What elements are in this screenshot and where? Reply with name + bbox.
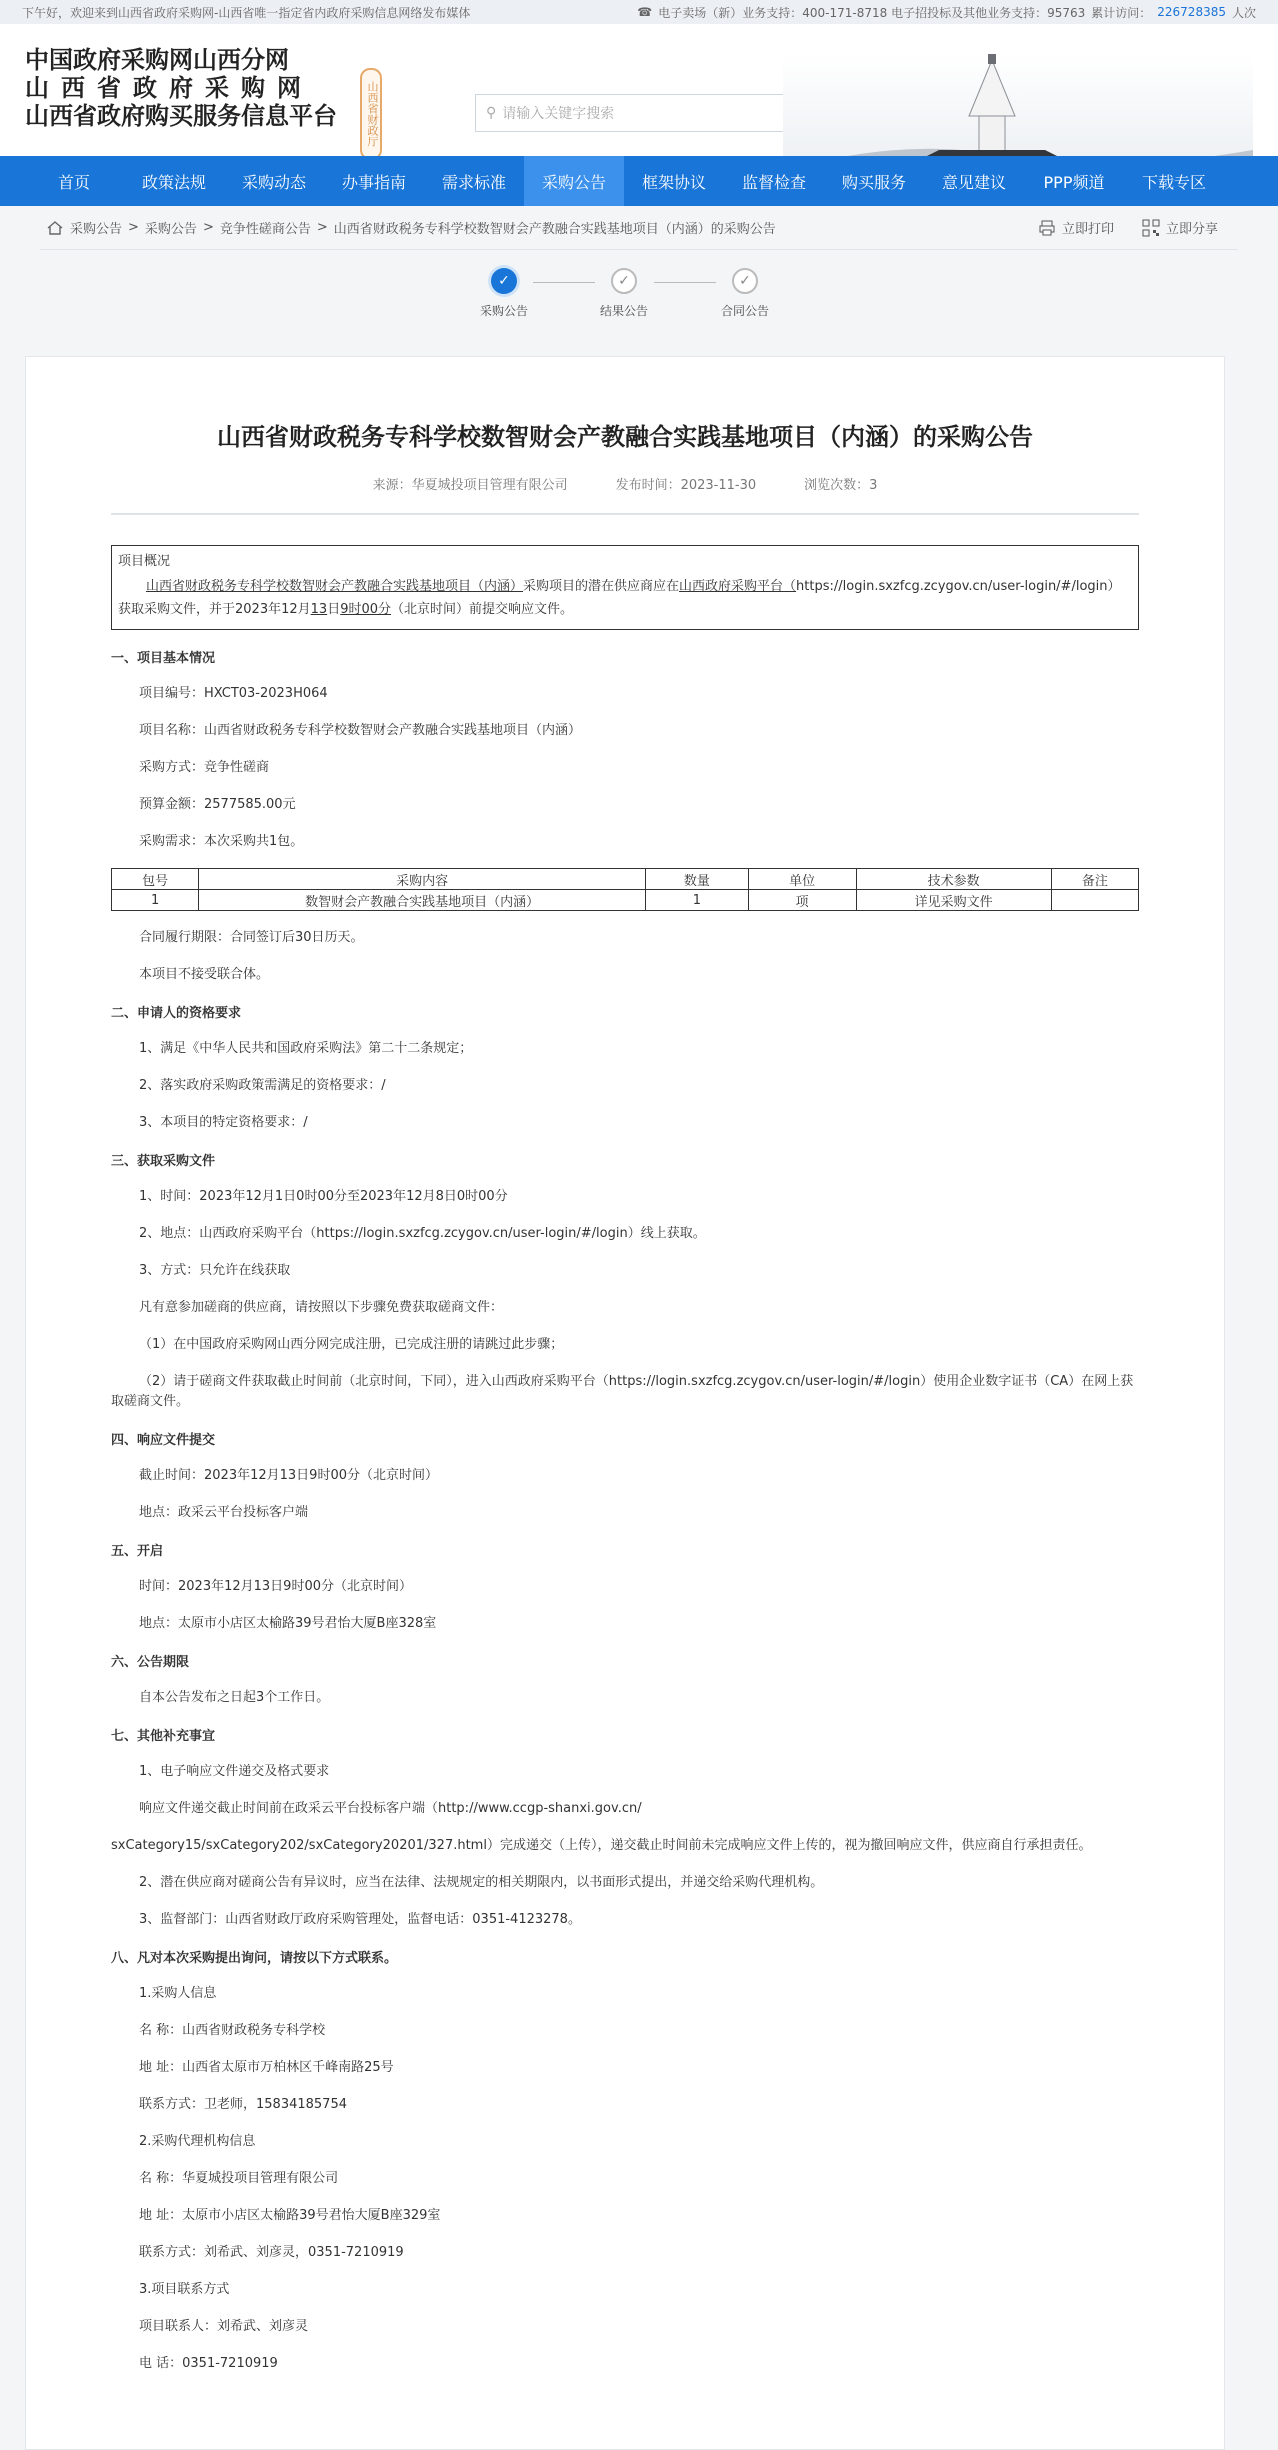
paragraph: 响应文件递交截止时间前在政采云平台投标客户端（http://www.ccgp-shanxi.gov.cn/ (139, 1801, 642, 1816)
step-label: 合同公告 (720, 304, 769, 318)
breadcrumb (40, 218, 776, 237)
table-cell: 1 (646, 890, 749, 911)
check-icon: ✓ (611, 268, 637, 294)
step-contract-notice[interactable] (715, 268, 775, 319)
overview-text-part: 日 (327, 602, 341, 617)
step-procurement-notice[interactable] (474, 268, 534, 319)
table-cell (1051, 890, 1138, 911)
search-placeholder: 请输入关键字搜索 (502, 106, 615, 122)
nav-downloads[interactable]: 下载专区 (1141, 172, 1206, 192)
step-result-notice[interactable] (594, 268, 654, 319)
table-header: 采购内容 (199, 869, 646, 890)
step-connector (533, 282, 595, 283)
step-label: 采购公告 (479, 304, 528, 318)
nav-policy[interactable]: 政策法规 (141, 172, 206, 192)
paragraph: 本项目不接受联合体。 (139, 967, 270, 982)
article-view-count: 浏览次数：3 (804, 478, 878, 493)
phone-icon: ☎ (637, 5, 653, 19)
paragraph: 1.采购人信息 (139, 1986, 217, 2001)
overview-text-part: https://login.sxzfcg.zcygov.cn/user-login/#/login）获取采购文件，并于2023年12月 (118, 579, 1121, 617)
nav-feedback[interactable]: 意见建议 (941, 172, 1006, 192)
breadcrumb-separator: > (128, 220, 139, 235)
pagoda-banner-image (783, 54, 1253, 156)
article-publish-date: 发布时间：2023-11-30 (615, 478, 757, 493)
breadcrumb-bar (40, 206, 1238, 250)
paragraph: 2、落实政府采购政策需满足的资格要求：/ (139, 1078, 386, 1093)
visits-prefix: 累计访问： (1091, 5, 1152, 20)
breadcrumb-item[interactable]: 采购公告 (70, 222, 123, 237)
paragraph: 采购需求：本次采购共1包。 (139, 834, 304, 849)
overview-platform-link[interactable]: 山西政府采购平台（ (679, 579, 797, 594)
article-body (111, 545, 1139, 2374)
article-source: 来源：华夏城投项目管理有限公司 (372, 478, 568, 493)
greeting-text: 下午好，欢迎来到山西省政府采购网-山西省唯一指定省内政府采购信息网络发布媒体 (22, 5, 471, 20)
section-heading: 五、开启 (111, 1544, 164, 1559)
paragraph: 自本公告发布之日起3个工作日。 (139, 1690, 330, 1705)
page-actions (1038, 218, 1238, 237)
overview-heading: 项目概况 (118, 554, 171, 569)
table-header-row (112, 869, 1139, 890)
share-button[interactable] (1142, 218, 1218, 237)
paragraph: 1、时间：2023年12月1日0时00分至2023年12月8日0时00分 (139, 1189, 508, 1204)
paragraph: 地 址：山西省太原市万柏林区千峰南路25号 (139, 2060, 394, 2075)
paragraph: 名 称：华夏城投项目管理有限公司 (139, 2171, 339, 2186)
nav-framework[interactable]: 框架协议 (641, 172, 706, 192)
paragraph: 1、满足《中华人民共和国政府采购法》第二十二条规定； (139, 1041, 473, 1056)
overview-text (118, 575, 1132, 621)
main-nav (0, 156, 1278, 206)
paragraph: 地点：政采云平台投标客户端 (139, 1505, 309, 1520)
paragraph: 电 话：0351-7210919 (139, 2356, 278, 2371)
paragraph: sxCategory15/sxCategory202/sxCategory20201/327.html）完成递交（上传），递交截止时间前未完成响应文件上传的，视为撤回响应文件，供应商自行承担责任。 (111, 1838, 1092, 1853)
logo-line-3: 山西省政府购买服务信息平台 (25, 102, 337, 130)
breadcrumb-item[interactable]: 采购公告 (144, 222, 197, 237)
paragraph: 2.采购代理机构信息 (139, 2134, 256, 2149)
paragraph: 3、方式：只允许在线获取 (139, 1263, 291, 1278)
overview-day: 13 (310, 602, 328, 617)
paragraph: 凡有意参加磋商的供应商，请按照以下步骤免费获取磋商文件： (139, 1300, 504, 1315)
nav-supervision[interactable]: 监督检查 (741, 172, 806, 192)
table-cell: 详见采购文件 (856, 890, 1051, 911)
overview-text-part: 采购项目的潜在供应商应在 (523, 579, 680, 594)
paragraph: 预算金额：2577585.00元 (139, 797, 296, 812)
visits-count: 226728385 (1157, 5, 1226, 19)
table-row (112, 890, 1139, 911)
paragraph: 联系方式：卫老师，15834185754 (139, 2097, 347, 2112)
section-heading: 八、凡对本次采购提出询问，请按以下方式联系。 (111, 1951, 398, 1966)
table-cell: 1 (112, 890, 199, 911)
share-label: 立即分享 (1165, 222, 1218, 237)
paragraph: 1、电子响应文件递交及格式要求 (139, 1764, 330, 1779)
overview-project-name: 山西省财政税务专科学校数智财会产教融合实践基地项目（内涵） (146, 579, 524, 594)
table-header: 数量 (646, 869, 749, 890)
paragraph: 地 址：太原市小店区太榆路39号君怡大厦B座329室 (139, 2208, 441, 2223)
nav-home[interactable]: 首页 (57, 172, 90, 192)
paragraph: 采购方式：竞争性磋商 (139, 760, 270, 775)
breadcrumb-separator: > (316, 220, 328, 235)
visits-suffix: 人次 (1231, 5, 1256, 20)
breadcrumb-current: 山西省财政税务专科学校数智财会产教融合实践基地项目（内涵）的采购公告 (333, 222, 776, 237)
title-divider (111, 513, 1139, 515)
table-header: 单位 (748, 869, 856, 890)
printer-icon (1038, 219, 1056, 237)
step-connector (654, 282, 716, 283)
paragraph: 2、潜在供应商对磋商公告有异议时，应当在法律、法规规定的相关期限内，以书面形式提出，并递交给采购代理机构。 (139, 1875, 824, 1890)
nav-purchase-service[interactable]: 购买服务 (841, 172, 906, 192)
paragraph: 地点：太原市小店区太榆路39号君怡大厦B座328室 (139, 1616, 437, 1631)
logo-line-2: 山西省政府采购网 (25, 74, 313, 102)
nav-guide[interactable]: 办事指南 (341, 172, 406, 192)
paragraph: 3、本项目的特定资格要求：/ (139, 1115, 308, 1130)
article-card (25, 356, 1225, 2450)
table-cell: 数智财会产教融合实践基地项目（内涵） (199, 890, 646, 911)
nav-news[interactable]: 采购动态 (241, 172, 306, 192)
nav-standards[interactable]: 需求标准 (441, 172, 506, 192)
overview-text-part: （北京时间）前提交响应文件。 (391, 602, 574, 617)
check-icon: ✓ (491, 268, 517, 294)
logo-line-1: 中国政府采购网山西分网 (25, 46, 289, 74)
paragraph: （1）在中国政府采购网山西分网完成注册，已完成注册的请跳过此步骤； (139, 1337, 564, 1352)
check-icon: ✓ (732, 268, 758, 294)
section-heading: 六、公告期限 (111, 1655, 190, 1670)
print-label: 立即打印 (1061, 222, 1114, 237)
article-title: 山西省财政税务专科学校数智财会产教融合实践基地项目（内涵）的采购公告 (217, 423, 1033, 451)
breadcrumb-item[interactable]: 竞争性磋商公告 (219, 222, 311, 237)
search-input[interactable] (475, 94, 829, 132)
qr-code-icon (1142, 219, 1160, 237)
section-heading: 二、申请人的资格要求 (111, 1006, 242, 1021)
section-heading: 七、其他补充事宜 (111, 1729, 216, 1744)
article-meta (26, 474, 1224, 493)
home-icon[interactable] (46, 220, 64, 236)
paragraph: 3、监督部门：山西省财政厅政府采购管理处，监督电话：0351-4123278。 (139, 1912, 581, 1927)
overview-hour: 9 (340, 602, 349, 617)
paragraph: 截止时间：2023年12月13日9时00分（北京时间） (139, 1468, 438, 1483)
finance-dept-seal: 山西省财政厅 (360, 68, 382, 156)
paragraph: 项目联系人：刘希武、刘彦灵 (139, 2319, 309, 2334)
paragraph: 合同履行期限：合同签订后30日历天。 (139, 930, 364, 945)
notice-progress-steps (0, 250, 1278, 360)
nav-procurement-notice[interactable]: 采购公告 (524, 156, 624, 206)
print-button[interactable] (1038, 218, 1114, 237)
section-heading: 三、获取采购文件 (111, 1154, 216, 1169)
top-bar (0, 0, 1278, 24)
table-header: 备注 (1051, 869, 1138, 890)
search-icon: ⚲ (486, 105, 497, 121)
overview-minute: 时00分 (348, 602, 392, 617)
table-cell: 项 (748, 890, 856, 911)
paragraph: 项目编号：HXCT03-2023H064 (139, 686, 328, 701)
project-overview-box (111, 545, 1139, 630)
site-logo[interactable] (25, 46, 337, 130)
paragraph: （2）请于磋商文件获取截止时间前（北京时间，下同），进入山西政府采购平台（https://login.sxzfcg.zcygov.cn/user-login/#/login）使用企业数字证书（CA）在网上获取磋商文件。 (111, 1374, 1134, 1409)
procurement-items-table (111, 868, 1139, 911)
paragraph: 名 称：山西省财政税务专科学校 (139, 2023, 326, 2038)
breadcrumb-separator: > (202, 220, 214, 235)
nav-ppp[interactable]: PPP频道 (1043, 172, 1105, 192)
paragraph: 2、地点：山西政府采购平台（https://login.sxzfcg.zcygov.cn/user-login/#/login）线上获取。 (139, 1226, 706, 1241)
paragraph: 3.项目联系方式 (139, 2282, 230, 2297)
step-label: 结果公告 (599, 304, 648, 318)
paragraph: 时间：2023年12月13日9时00分（北京时间） (139, 1579, 412, 1594)
support-phone-text: 电子卖场（新）业务支持：400-171-8718 电子招投标及其他业务支持：95763 (658, 5, 1086, 20)
section-heading: 四、响应文件提交 (111, 1433, 216, 1448)
section-heading: 一、项目基本情况 (111, 651, 216, 666)
table-header: 包号 (112, 869, 199, 890)
top-bar-right (637, 4, 1256, 21)
paragraph: 项目名称：山西省财政税务专科学校数智财会产教融合实践基地项目（内涵） (139, 723, 582, 738)
table-header: 技术参数 (856, 869, 1051, 890)
paragraph: 联系方式：刘希武、刘彦灵，0351-7210919 (139, 2245, 404, 2260)
site-header (0, 24, 1278, 156)
